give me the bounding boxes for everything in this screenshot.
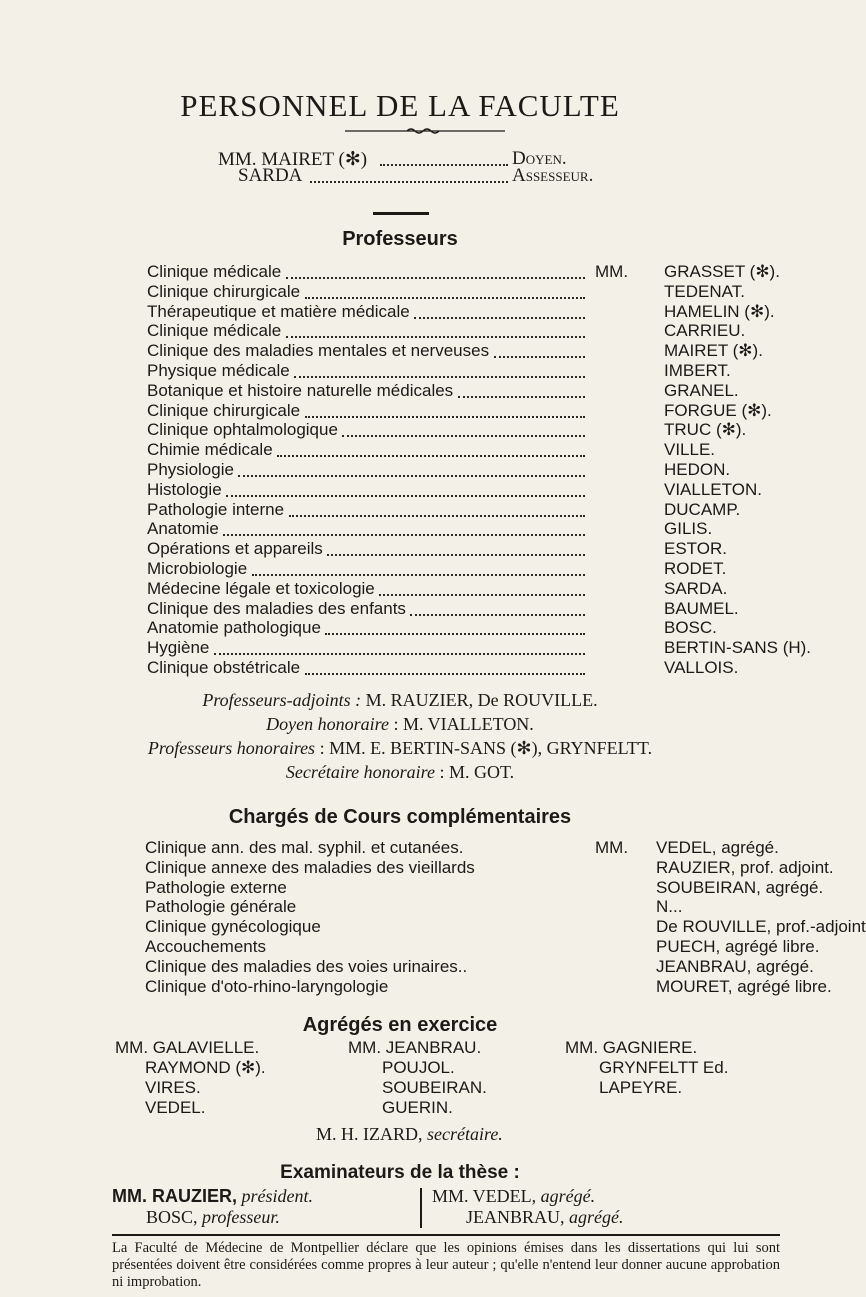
professor-subject: Hygiène <box>147 638 210 658</box>
professor-name: SARDA. <box>664 578 728 598</box>
examinateur-name: JEANBRAU, <box>466 1207 565 1227</box>
assessor-name: SARDA <box>238 165 303 186</box>
examinateur-role: agrégé. <box>540 1186 596 1206</box>
agreges-secretaire <box>316 1124 503 1145</box>
ornament-divider <box>345 127 505 135</box>
page-title: PERSONNEL DE LA FACULTE <box>180 88 620 123</box>
professor-subject: Microbiologie <box>147 559 248 578</box>
secretaire-izard-role: secrétaire. <box>427 1124 503 1144</box>
prof-honoraires-label: Professeurs honoraires <box>147 738 316 758</box>
professeurs-heading: Professeurs <box>342 228 458 250</box>
professor-name: VALLOIS. <box>664 658 739 677</box>
professor-subject: Chimie médicale <box>147 440 273 460</box>
leader-dots <box>289 515 585 517</box>
dean-name: MM. MAIRET (✻) <box>218 149 368 170</box>
leader-dots <box>410 614 585 616</box>
secretaire-izard: M. H. IZARD, <box>316 1124 423 1144</box>
cours-subject: Pathologie générale <box>145 897 297 917</box>
professor-name: GRANEL. <box>664 380 739 400</box>
professor-subject: Opérations et appareils <box>147 539 323 559</box>
leader-dots <box>252 574 585 576</box>
professor-row <box>147 658 667 680</box>
professor-row <box>147 618 667 640</box>
professor-row <box>147 262 667 284</box>
leader-dots <box>305 416 585 418</box>
professor-name: VIALLETON. <box>664 479 762 499</box>
cours-mm-label: MM. <box>595 838 629 857</box>
examinateurs-left <box>112 1186 313 1228</box>
leader-dots <box>305 297 585 299</box>
professor-name: MAIRET (✻). <box>664 341 763 361</box>
leader-dots <box>342 435 585 437</box>
cours-subject: Clinique gynécologique <box>145 917 321 937</box>
cours-subject: Clinique des maladies des voies urinaires.. <box>145 956 468 976</box>
professor-name: TEDENAT. <box>664 281 745 301</box>
agrege-name: MM. GAGNIERE. <box>565 1038 698 1057</box>
examinateur-role: professeur. <box>202 1207 280 1227</box>
faculty-notice: La Faculté de Médecine de Montpellier déclare que les opinions émises dans les dissertations qui lui sont présentées doivent être considérées comme propres à leur auteur ; qu'elle n'entend leur donner aucune approbation ni improbation. <box>112 1240 780 1290</box>
professor-row <box>147 361 667 383</box>
cours-name: SOUBEIRAN, agrégé. <box>656 877 824 897</box>
leader-dots <box>214 653 585 655</box>
cours-name: PUECH, agrégé libre. <box>656 937 820 956</box>
adjoints-label: Professeurs-adjoints : <box>202 690 362 710</box>
examinateurs-right <box>432 1186 624 1228</box>
cours-heading: Chargés de Cours complémentaires <box>228 806 572 828</box>
professor-subject: Thérapeutique et matière médicale <box>147 301 410 321</box>
professor-name: BERTIN-SANS (H). <box>664 638 812 658</box>
examinateur <box>112 1207 313 1228</box>
cours-subject: Clinique ann. des mal. syphil. et cutanées. <box>145 838 464 857</box>
professor-subject: Pathologie interne <box>147 499 285 519</box>
secretaire-label: Secrétaire honoraire <box>285 762 435 782</box>
cours-subject: Pathologie externe <box>145 877 287 897</box>
cours-name: RAUZIER, prof. adjoint. <box>656 857 834 877</box>
examinateur <box>112 1186 313 1207</box>
leader-dots <box>310 181 508 183</box>
agrege-name: GRYNFELTT Ed. <box>599 1058 729 1077</box>
cours-name: De ROUVILLE, prof.-adjoint <box>656 917 866 937</box>
professor-row <box>147 519 667 541</box>
agrege-name: RAYMOND (✻). <box>145 1058 266 1077</box>
professor-row <box>147 559 667 581</box>
doyen-label: Doyen honoraire <box>266 714 389 734</box>
professor-subject: Clinique chirurgicale <box>147 400 301 420</box>
professor-row <box>147 440 667 462</box>
professor-subject: Clinique médicale <box>147 262 282 281</box>
agrege-name: GUERIN. <box>382 1098 453 1117</box>
professor-subject: Clinique médicale <box>147 321 282 341</box>
adjoints-names: M. RAUZIER, De ROUVILLE. <box>365 690 598 710</box>
professor-row <box>147 381 667 403</box>
cours-subject: Clinique d'oto-rhino-laryngologie <box>145 976 389 996</box>
cours-subject: Clinique annexe des maladies des vieillards <box>145 857 475 877</box>
doyen-honoraire <box>0 714 800 735</box>
professor-row <box>147 401 667 423</box>
professor-name: TRUC (✻). <box>664 420 747 440</box>
agrege-name: MM. JEANBRAU. <box>348 1038 482 1057</box>
professor-row <box>147 341 667 363</box>
cours-name: MOURET, agrégé libre. <box>656 976 832 996</box>
cours-subject: Accouchements <box>145 937 266 956</box>
professor-subject: Clinique obstétricale <box>147 658 301 677</box>
secretaire-name: : M. GOT. <box>439 762 515 782</box>
professor-row <box>147 539 667 561</box>
assessor-role: Assesseur. <box>512 165 594 186</box>
professor-subject: Physiologie <box>147 460 234 479</box>
professor-subject: Clinique des maladies mentales et nerveuses <box>147 341 490 361</box>
professeurs-adjoints <box>0 690 800 711</box>
professor-row <box>147 638 667 660</box>
professor-subject: Anatomie pathologique <box>147 618 321 638</box>
professor-name: HAMELIN (✻). <box>664 301 775 321</box>
agreges-col-3 <box>565 1038 728 1098</box>
leader-dots <box>226 495 585 497</box>
leader-dots <box>286 277 585 279</box>
professor-name: HEDON. <box>664 460 731 479</box>
professor-name: CARRIEU. <box>664 321 746 341</box>
leader-dots <box>294 376 585 378</box>
examinateurs-heading: Examinateurs de la thèse : <box>280 1162 520 1183</box>
dean-role: Doyen. <box>512 148 567 169</box>
examinateur <box>432 1186 624 1207</box>
professor-subject: Clinique ophtalmologique <box>147 420 338 440</box>
professor-row <box>147 579 667 601</box>
examinateur-role: président. <box>241 1186 313 1206</box>
leader-dots <box>380 164 508 166</box>
professor-name: GILIS. <box>664 519 713 539</box>
agrege-name: SOUBEIRAN. <box>382 1078 487 1097</box>
professor-row <box>147 282 667 304</box>
professor-subject: Anatomie <box>147 519 219 539</box>
leader-dots <box>327 554 585 556</box>
professor-name: ESTOR. <box>664 539 727 559</box>
professor-name: GRASSET (✻). <box>664 262 780 281</box>
professor-name: BAUMEL. <box>664 598 739 618</box>
professor-subject: Clinique chirurgicale <box>147 281 301 301</box>
examinateur <box>432 1207 624 1228</box>
professor-name: RODET. <box>664 559 727 578</box>
professor-name: BOSC. <box>664 618 717 638</box>
examinateur-name: MM. RAUZIER, <box>112 1186 237 1206</box>
leader-dots <box>277 455 585 457</box>
professor-name: VILLE. <box>664 440 716 460</box>
professor-row <box>147 500 667 522</box>
agrege-name: VEDEL. <box>145 1098 206 1117</box>
cours-name: JEANBRAU, agrégé. <box>656 956 814 976</box>
leader-dots <box>223 534 585 536</box>
section-rule <box>373 212 429 215</box>
professor-row <box>147 321 667 343</box>
leader-dots <box>494 356 585 358</box>
professor-subject: Clinique des maladies des enfants <box>147 598 406 618</box>
professor-row <box>147 460 667 482</box>
agreges-heading: Agrégés en exercice <box>302 1014 498 1036</box>
agrege-name: POUJOL. <box>382 1058 455 1077</box>
examinateur-name: MM. VEDEL, <box>432 1186 537 1206</box>
leader-dots <box>379 594 585 596</box>
mm-label: MM. <box>595 262 629 281</box>
agrege-name: MM. GALAVIELLE. <box>115 1038 260 1057</box>
examinateurs-divider <box>420 1188 422 1228</box>
leader-dots <box>286 336 585 338</box>
agreges-col-2 <box>348 1038 487 1118</box>
professor-row <box>147 480 667 502</box>
professor-name: FORGUE (✻). <box>664 400 772 420</box>
leader-dots <box>325 633 585 635</box>
professor-subject: Botanique et histoire naturelle médicales <box>147 380 454 400</box>
leader-dots <box>458 396 585 398</box>
leader-dots <box>305 673 585 675</box>
doyen-name: : M. VIALLETON. <box>393 714 534 734</box>
leader-dots <box>414 317 585 319</box>
professeurs-honoraires <box>0 738 800 759</box>
leader-dots <box>238 475 585 477</box>
examinateur-role: agrégé. <box>569 1207 624 1227</box>
professor-row <box>147 599 667 621</box>
agrege-name: VIRES. <box>145 1078 201 1097</box>
examinateur-name: BOSC, <box>146 1207 198 1227</box>
professor-subject: Histologie <box>147 479 222 499</box>
secretaire-honoraire <box>0 762 800 783</box>
prof-honoraires-names: : MM. E. BERTIN-SANS (✻), GRYNFELTT. <box>319 738 653 758</box>
professor-subject: Médecine légale et toxicologie <box>147 578 375 598</box>
notice-rule <box>112 1234 780 1236</box>
cours-name: N... <box>656 897 683 917</box>
professor-row <box>147 420 667 442</box>
professor-subject: Physique médicale <box>147 361 290 380</box>
professor-row <box>147 302 667 324</box>
professor-name: DUCAMP. <box>664 499 741 519</box>
agreges-col-1 <box>115 1038 266 1118</box>
professor-name: IMBERT. <box>664 361 731 380</box>
cours-name: VEDEL, agrégé. <box>656 838 779 857</box>
agrege-name: LAPEYRE. <box>599 1078 683 1097</box>
